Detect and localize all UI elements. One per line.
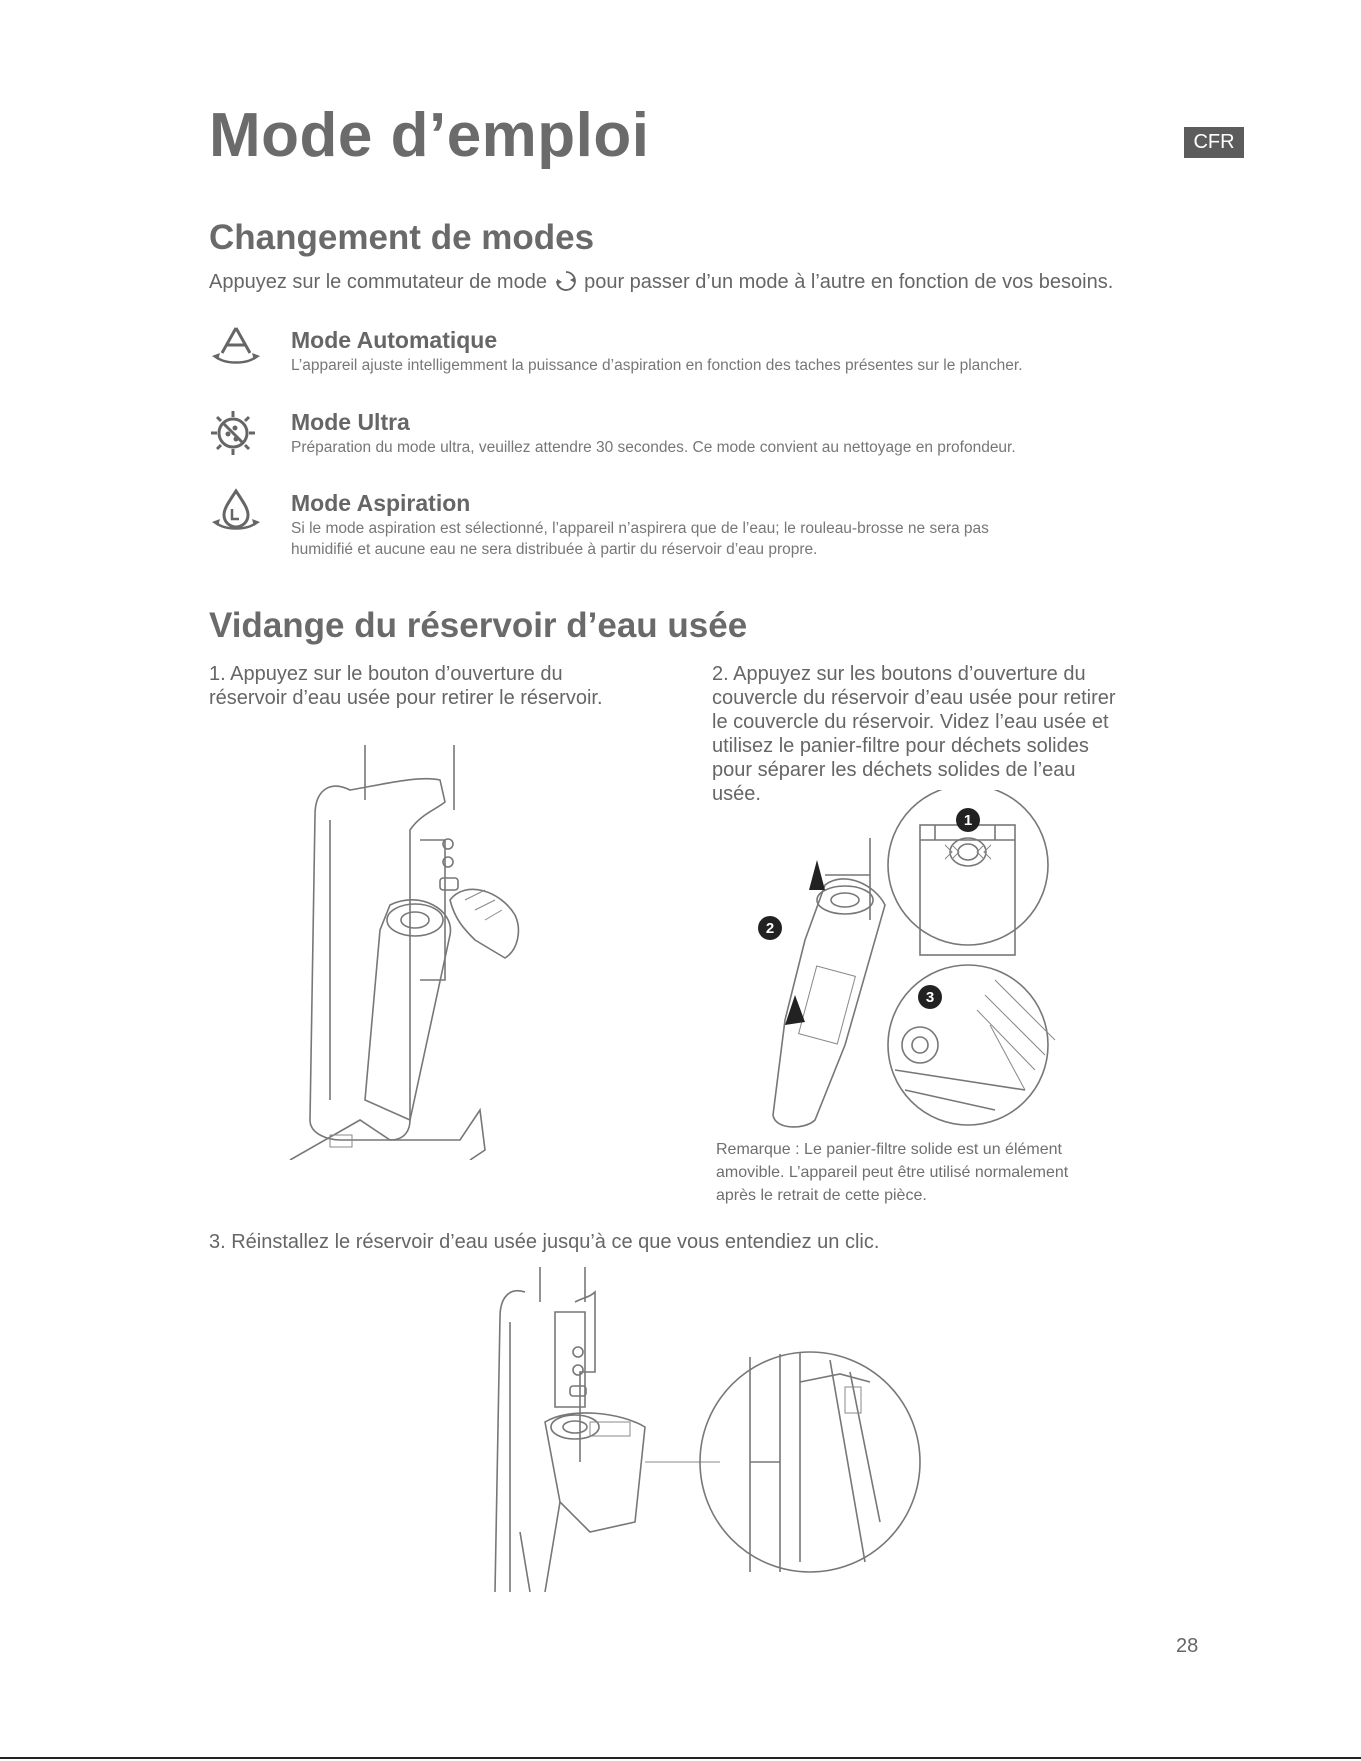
ultra-mode-icon [208, 408, 258, 463]
callout-number-2: 2 [765, 920, 775, 937]
step2-line: 2. Appuyez sur les boutons d’ouverture du [712, 663, 1086, 685]
remark-line: amovible. L’appareil peut être utilisé normalement [716, 1164, 1069, 1181]
auto-mode-icon [208, 325, 264, 374]
mode-desc-ultra: Préparation du mode ultra, veuillez attendre 30 secondes. Ce mode convient au nettoyage en profondeur. [291, 439, 1016, 456]
intro-text-after: pour passer d’un mode à l’autre en fonction de vos besoins. [584, 271, 1114, 293]
remark-line: Remarque : Le panier-filtre solide est un élément [716, 1141, 1062, 1158]
callout-number-1: 1 [963, 812, 973, 829]
step2-line: usée. [712, 783, 761, 805]
modes-intro [209, 270, 1113, 298]
mode-title-ultra: Mode Ultra [291, 409, 410, 435]
step1-text [209, 662, 603, 710]
mode-desc-suction-line2: humidifié et aucune eau ne sera distribuée à partir du réservoir d’eau propre. [291, 541, 818, 558]
callout-number-3: 3 [925, 989, 935, 1006]
step2-text [712, 662, 1116, 806]
step2-line: utilisez le panier-filtre pour déchets solides [712, 735, 1089, 757]
illustration-empty-tank [745, 790, 1065, 1130]
step1-line: réservoir d’eau usée pour retirer le réservoir. [209, 687, 603, 709]
page-title: Mode d’emploi [209, 101, 650, 170]
page-number: 28 [1176, 1635, 1199, 1657]
language-badge: CFR [1184, 127, 1244, 158]
mode-title-suction: Mode Aspiration [291, 490, 471, 516]
remark-line: après le retrait de cette pièce. [716, 1187, 927, 1204]
remark-note [716, 1138, 1068, 1207]
section-heading-drain: Vidange du réservoir d’eau usée [209, 606, 748, 645]
step2-line: couvercle du réservoir d’eau usée pour retirer [712, 687, 1116, 709]
step2-line: le couvercle du réservoir. Videz l’eau usée et [712, 711, 1109, 733]
suction-mode-icon [208, 487, 264, 540]
bottom-border [0, 1757, 1361, 1759]
section-heading-modes: Changement de modes [209, 218, 595, 257]
step3-text: 3. Réinstallez le réservoir d’eau usée jusqu’à ce que vous entendiez un clic. [209, 1231, 880, 1253]
step2-line: pour séparer les déchets solides de l’eau [712, 759, 1076, 781]
step1-line: 1. Appuyez sur le bouton d’ouverture du [209, 663, 563, 685]
illustration-reinstall-tank [470, 1262, 940, 1592]
mode-switch-icon [555, 270, 577, 298]
intro-text-before: Appuyez sur le commutateur de mode [209, 271, 547, 293]
mode-desc-suction-line1: Si le mode aspiration est sélectionné, l’appareil n’aspirera que de l’eau; le rouleau-brosse ne sera pas [291, 520, 989, 537]
mode-desc-auto: L’appareil ajuste intelligemment la puissance d’aspiration en fonction des taches présentes sur le plancher. [291, 357, 1023, 374]
mode-title-auto: Mode Automatique [291, 327, 498, 353]
illustration-remove-tank [270, 740, 570, 1160]
